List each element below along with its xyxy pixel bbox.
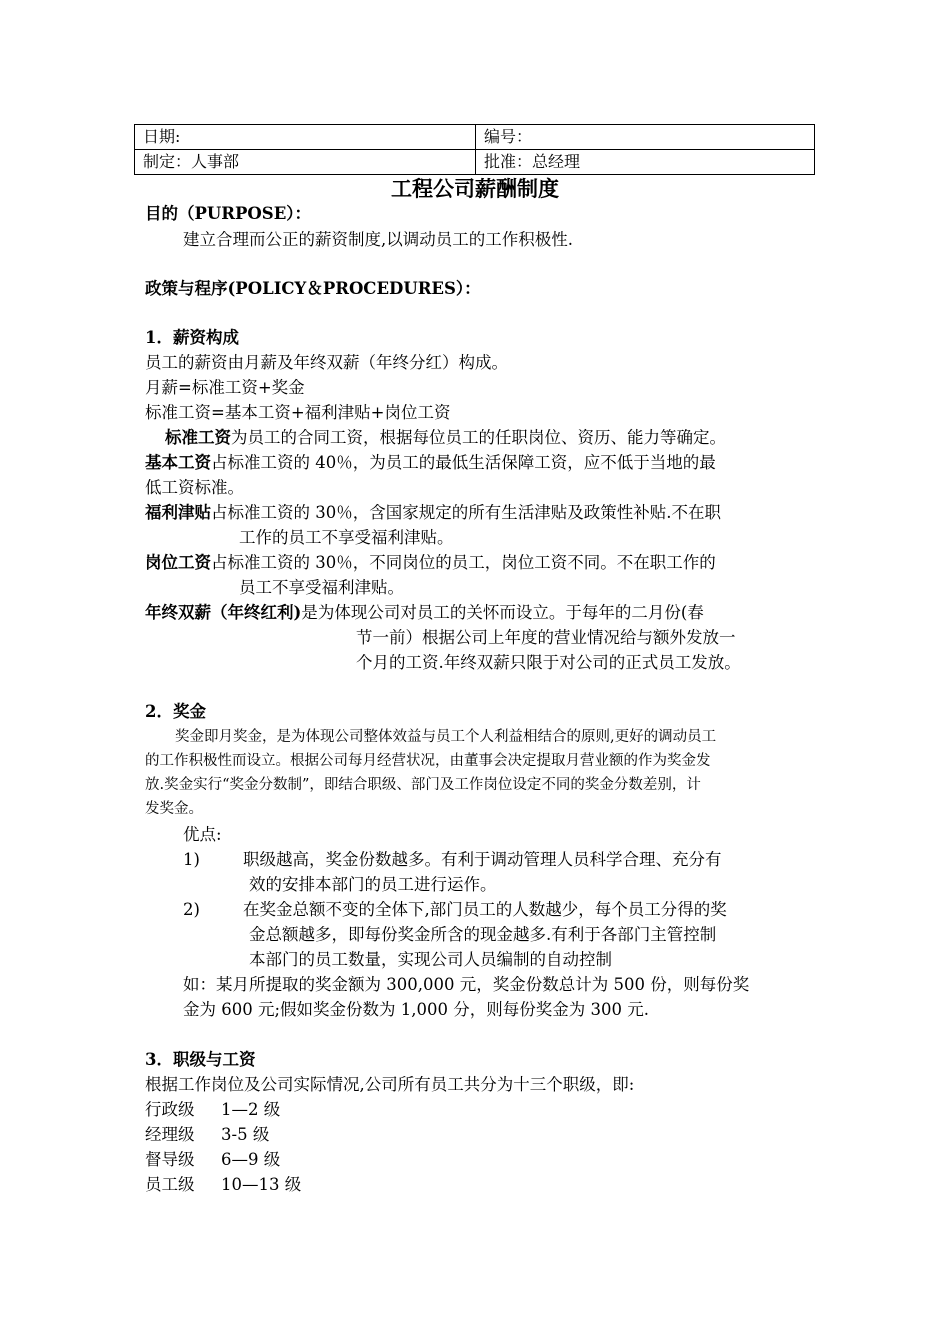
table-row	[135, 125, 815, 150]
header-info-table	[134, 124, 815, 175]
advantages-label: 优点:	[183, 825, 222, 844]
date-cell: 日期:	[135, 125, 476, 150]
number-cell: 编号：	[476, 125, 815, 150]
welfare-allowance-definition	[145, 501, 721, 525]
purpose-text: 建立合理而公正的薪资制度,以调动员工的工作积极性.	[183, 230, 573, 249]
approved-by-cell: 批准：总经理	[476, 150, 815, 175]
section2-heading: 2．奖金	[145, 702, 206, 721]
policy-heading: 政策与程序(POLICY＆PROCEDURES）：	[145, 279, 481, 298]
page-title: 工程公司薪酬制度	[391, 176, 559, 201]
welfare-allowance-continued: 工作的员工不享受福利津贴。	[239, 528, 454, 547]
year-end-bonus-continued: 个月的工资.年终双薪只限于对公司的正式员工发放。	[356, 653, 741, 672]
grade-row	[145, 1173, 301, 1197]
example-line: 金为 600 元;假如奖金份数为 1,000 分，则每份奖金为 300 元.	[183, 1000, 649, 1019]
year-end-bonus-continued: 节一前）根据公司上年度的营业情况给与额外发放一	[356, 628, 736, 647]
list-item-continued: 金总额越多，即每份奖金所含的现金越多.有利于各部门主管控制	[249, 925, 717, 944]
purpose-heading: 目的（PURPOSE）：	[145, 204, 312, 223]
example-line: 如：某月所提取的奖金额为 300,000 元，奖金份数总计为 500 份，则每份奖	[183, 975, 750, 994]
table-row	[135, 150, 815, 175]
basic-salary-continued: 低工资标准。	[145, 478, 244, 497]
definition-text: 是为体现公司对员工的关怀而设立。于每年的二月份(春	[301, 603, 704, 622]
term-label: 年终双薪（年终红利)	[145, 603, 302, 622]
grade-row	[145, 1098, 280, 1122]
list-number: 1)	[183, 850, 200, 869]
list-item	[183, 848, 722, 872]
definition-text: 为员工的合同工资，根据每位员工的任职岗位、资历、能力等确定。	[231, 428, 726, 447]
section3-heading: 3．职级与工资	[145, 1050, 256, 1069]
standard-salary-definition	[165, 426, 726, 450]
grade-row	[145, 1123, 269, 1147]
term-label: 标准工资	[165, 428, 231, 447]
definition-text: 占标准工资的 40％，为员工的最低生活保障工资，应不低于当地的最	[211, 453, 716, 472]
section1-heading: 1．薪资构成	[145, 328, 239, 347]
list-item-continued: 效的安排本部门的员工进行运作。	[249, 875, 497, 894]
term-label: 福利津贴	[145, 503, 211, 522]
list-text: 职级越高，奖金份数越多。有利于调动管理人员科学合理、充分有	[243, 850, 722, 869]
list-text: 在奖金总额不变的全体下,部门员工的人数越少，每个员工分得的奖	[243, 900, 727, 919]
grade-row	[145, 1148, 280, 1172]
standard-salary-formula: 标准工资=基本工资+福利津贴+岗位工资	[145, 403, 451, 422]
list-item	[183, 898, 727, 922]
term-label: 基本工资	[145, 453, 211, 472]
list-item-continued: 本部门的员工数量，实现公司人员编制的自动控制	[249, 950, 612, 969]
bonus-paragraph-line: 放.奖金实行“奖金分数制”，即结合职级、部门及工作岗位设定不同的奖金分数差别，计	[145, 777, 701, 793]
grade-name: 督导级	[145, 1150, 195, 1169]
grade-name: 经理级	[145, 1125, 195, 1144]
post-salary-definition	[145, 551, 716, 575]
bonus-paragraph-line: 奖金即月奖金，是为体现公司整体效益与员工个人利益相结合的原则,更好的调动员工	[175, 729, 717, 745]
grade-range: 10—13 级	[221, 1175, 302, 1194]
grade-range: 6—9 级	[221, 1150, 281, 1169]
grade-intro: 根据工作岗位及公司实际情况,公司所有员工共分为十三个职级，即:	[145, 1075, 635, 1094]
definition-text: 占标准工资的 30％，不同岗位的员工，岗位工资不同。不在职工作的	[211, 553, 716, 572]
grade-name: 行政级	[145, 1100, 195, 1119]
bonus-paragraph-line: 的工作积极性而设立。根据公司每月经营状况，由董事会决定提取月营业额的作为奖金发	[145, 753, 711, 769]
term-label: 岗位工资	[145, 553, 211, 572]
made-by-cell: 制定：人事部	[135, 150, 476, 175]
definition-text: 占标准工资的 30％，含国家规定的所有生活津贴及政策性补贴.不在职	[211, 503, 721, 522]
grade-range: 3-5 级	[221, 1125, 270, 1144]
salary-composition-line: 员工的薪资由月薪及年终双薪（年终分红）构成。	[145, 353, 508, 372]
basic-salary-definition	[145, 451, 716, 475]
monthly-salary-formula: 月薪=标准工资+奖金	[145, 378, 305, 397]
post-salary-continued: 员工不享受福利津贴。	[239, 578, 404, 597]
grade-name: 员工级	[145, 1175, 195, 1194]
grade-range: 1—2 级	[221, 1100, 281, 1119]
year-end-bonus-definition	[145, 601, 704, 625]
bonus-paragraph-line: 发奖金。	[145, 801, 203, 817]
list-number: 2)	[183, 900, 200, 919]
